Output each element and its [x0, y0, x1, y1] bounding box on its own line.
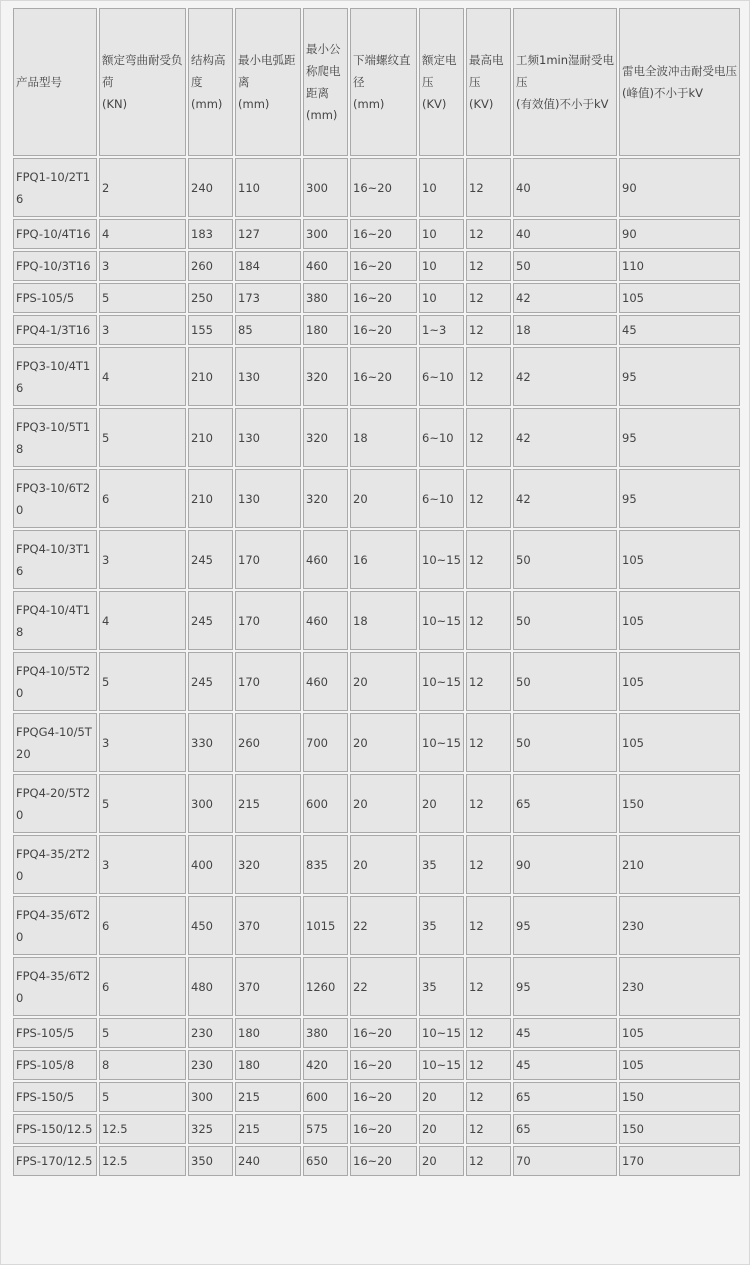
table-row [13, 1082, 740, 1112]
table-cell-impulse-withstand-voltage: 110 [619, 251, 740, 281]
table-cell-max-voltage: 12 [466, 1082, 511, 1112]
table-cell-wet-withstand-voltage: 42 [513, 283, 617, 313]
table-cell-wet-withstand-voltage: 42 [513, 408, 617, 467]
table-cell-structure-height: 210 [188, 469, 233, 528]
table-row [13, 469, 740, 528]
table-cell-model: FPQ4-35/6T20 [13, 957, 97, 1016]
table-cell-wet-withstand-voltage: 45 [513, 1050, 617, 1080]
table-cell-structure-height: 245 [188, 530, 233, 589]
table-cell-structure-height: 245 [188, 591, 233, 650]
table-cell-creepage-distance: 460 [303, 251, 348, 281]
table-cell-impulse-withstand-voltage: 150 [619, 774, 740, 833]
table-cell-bending-load: 5 [99, 283, 186, 313]
table-row [13, 530, 740, 589]
table-cell-model: FPQ-10/3T16 [13, 251, 97, 281]
table-cell-thread-diameter: 16 [350, 530, 417, 589]
table-cell-thread-diameter: 20 [350, 469, 417, 528]
table-cell-creepage-distance: 1260 [303, 957, 348, 1016]
table-cell-creepage-distance: 380 [303, 1018, 348, 1048]
table-cell-creepage-distance: 575 [303, 1114, 348, 1144]
table-cell-impulse-withstand-voltage: 105 [619, 283, 740, 313]
table-cell-arc-distance: 215 [235, 1082, 301, 1112]
table-cell-thread-diameter: 20 [350, 835, 417, 894]
table-cell-max-voltage: 12 [466, 530, 511, 589]
table-cell-model: FPQ3-10/5T18 [13, 408, 97, 467]
table-cell-arc-distance: 173 [235, 283, 301, 313]
table-cell-structure-height: 250 [188, 283, 233, 313]
table-cell-thread-diameter: 18 [350, 591, 417, 650]
table-cell-arc-distance: 240 [235, 1146, 301, 1176]
table-cell-thread-diameter: 22 [350, 957, 417, 1016]
table-cell-max-voltage: 12 [466, 347, 511, 406]
table-cell-impulse-withstand-voltage: 95 [619, 347, 740, 406]
table-row [13, 1018, 740, 1048]
table-cell-bending-load: 4 [99, 219, 186, 249]
table-cell-arc-distance: 260 [235, 713, 301, 772]
table-cell-structure-height: 240 [188, 158, 233, 217]
table-row [13, 957, 740, 1016]
table-cell-max-voltage: 12 [466, 158, 511, 217]
table-cell-model: FPQ4-20/5T20 [13, 774, 97, 833]
table-cell-impulse-withstand-voltage: 105 [619, 1050, 740, 1080]
table-cell-structure-height: 450 [188, 896, 233, 955]
table-cell-bending-load: 3 [99, 713, 186, 772]
table-cell-creepage-distance: 460 [303, 591, 348, 650]
table-cell-rated-voltage: 6~10 [419, 408, 464, 467]
table-cell-impulse-withstand-voltage: 105 [619, 591, 740, 650]
table-cell-creepage-distance: 320 [303, 469, 348, 528]
table-cell-bending-load: 5 [99, 774, 186, 833]
table-cell-max-voltage: 12 [466, 1146, 511, 1176]
table-row [13, 219, 740, 249]
table-cell-bending-load: 6 [99, 896, 186, 955]
table-cell-max-voltage: 12 [466, 774, 511, 833]
table-cell-max-voltage: 12 [466, 408, 511, 467]
table-cell-wet-withstand-voltage: 90 [513, 835, 617, 894]
table-cell-wet-withstand-voltage: 40 [513, 219, 617, 249]
table-cell-rated-voltage: 10 [419, 219, 464, 249]
table-cell-arc-distance: 215 [235, 1114, 301, 1144]
table-cell-thread-diameter: 18 [350, 408, 417, 467]
table-cell-thread-diameter: 16~20 [350, 1146, 417, 1176]
table-cell-creepage-distance: 835 [303, 835, 348, 894]
table-cell-impulse-withstand-voltage: 105 [619, 652, 740, 711]
table-cell-rated-voltage: 6~10 [419, 347, 464, 406]
table-cell-model: FPS-150/12.5 [13, 1114, 97, 1144]
header-cell-creepage-distance: 最小公称爬电距离 (mm) [303, 8, 348, 156]
header-cell-bending-load: 额定弯曲耐受负荷 (KN) [99, 8, 186, 156]
table-cell-thread-diameter: 16~20 [350, 1050, 417, 1080]
table-row [13, 1114, 740, 1144]
table-cell-thread-diameter: 16~20 [350, 219, 417, 249]
table-cell-model: FPS-170/12.5 [13, 1146, 97, 1176]
spec-table [11, 6, 742, 1178]
table-cell-arc-distance: 85 [235, 315, 301, 345]
table-cell-arc-distance: 110 [235, 158, 301, 217]
table-cell-bending-load: 3 [99, 835, 186, 894]
table-cell-wet-withstand-voltage: 50 [513, 251, 617, 281]
table-cell-arc-distance: 184 [235, 251, 301, 281]
table-cell-structure-height: 300 [188, 1082, 233, 1112]
table-cell-wet-withstand-voltage: 50 [513, 713, 617, 772]
table-cell-impulse-withstand-voltage: 95 [619, 408, 740, 467]
table-cell-impulse-withstand-voltage: 230 [619, 957, 740, 1016]
table-header [13, 8, 740, 156]
table-cell-structure-height: 350 [188, 1146, 233, 1176]
header-cell-structure-height: 结构高度 (mm) [188, 8, 233, 156]
table-cell-bending-load: 6 [99, 957, 186, 1016]
table-cell-rated-voltage: 10~15 [419, 1050, 464, 1080]
table-cell-thread-diameter: 16~20 [350, 158, 417, 217]
table-cell-bending-load: 3 [99, 315, 186, 345]
table-cell-model: FPS-105/8 [13, 1050, 97, 1080]
table-cell-wet-withstand-voltage: 95 [513, 957, 617, 1016]
table-row [13, 713, 740, 772]
table-cell-wet-withstand-voltage: 45 [513, 1018, 617, 1048]
table-cell-max-voltage: 12 [466, 251, 511, 281]
table-cell-wet-withstand-voltage: 42 [513, 347, 617, 406]
table-row [13, 591, 740, 650]
table-cell-wet-withstand-voltage: 18 [513, 315, 617, 345]
table-cell-thread-diameter: 16~20 [350, 1018, 417, 1048]
table-cell-impulse-withstand-voltage: 170 [619, 1146, 740, 1176]
table-cell-arc-distance: 180 [235, 1018, 301, 1048]
table-cell-model: FPQ4-1/3T16 [13, 315, 97, 345]
table-cell-structure-height: 325 [188, 1114, 233, 1144]
table-cell-rated-voltage: 20 [419, 774, 464, 833]
table-cell-impulse-withstand-voltage: 95 [619, 469, 740, 528]
table-row [13, 652, 740, 711]
table-row [13, 1146, 740, 1176]
table-cell-creepage-distance: 650 [303, 1146, 348, 1176]
table-cell-rated-voltage: 10~15 [419, 713, 464, 772]
table-cell-max-voltage: 12 [466, 219, 511, 249]
table-cell-model: FPS-105/5 [13, 283, 97, 313]
table-cell-arc-distance: 127 [235, 219, 301, 249]
table-cell-model: FPQ3-10/4T16 [13, 347, 97, 406]
table-cell-creepage-distance: 1015 [303, 896, 348, 955]
table-cell-wet-withstand-voltage: 65 [513, 1114, 617, 1144]
table-cell-impulse-withstand-voltage: 45 [619, 315, 740, 345]
table-cell-bending-load: 5 [99, 1018, 186, 1048]
table-cell-structure-height: 400 [188, 835, 233, 894]
table-cell-model: FPQ4-10/3T16 [13, 530, 97, 589]
table-cell-wet-withstand-voltage: 50 [513, 530, 617, 589]
table-cell-max-voltage: 12 [466, 315, 511, 345]
table-cell-thread-diameter: 20 [350, 652, 417, 711]
table-cell-rated-voltage: 10~15 [419, 530, 464, 589]
table-cell-bending-load: 8 [99, 1050, 186, 1080]
table-cell-max-voltage: 12 [466, 1050, 511, 1080]
table-cell-thread-diameter: 20 [350, 774, 417, 833]
table-cell-bending-load: 12.5 [99, 1146, 186, 1176]
table-cell-rated-voltage: 35 [419, 957, 464, 1016]
table-cell-max-voltage: 12 [466, 1114, 511, 1144]
table-cell-arc-distance: 320 [235, 835, 301, 894]
table-cell-structure-height: 330 [188, 713, 233, 772]
table-cell-arc-distance: 170 [235, 652, 301, 711]
table-cell-creepage-distance: 600 [303, 774, 348, 833]
table-cell-bending-load: 3 [99, 530, 186, 589]
table-cell-creepage-distance: 460 [303, 530, 348, 589]
header-cell-max-voltage: 最高电压 (KV) [466, 8, 511, 156]
header-cell-rated-voltage: 额定电压 (KV) [419, 8, 464, 156]
table-cell-structure-height: 300 [188, 774, 233, 833]
table-cell-rated-voltage: 10~15 [419, 652, 464, 711]
table-row [13, 283, 740, 313]
table-cell-impulse-withstand-voltage: 105 [619, 1018, 740, 1048]
table-cell-bending-load: 12.5 [99, 1114, 186, 1144]
table-cell-arc-distance: 170 [235, 591, 301, 650]
table-cell-creepage-distance: 380 [303, 283, 348, 313]
table-row [13, 251, 740, 281]
header-cell-model: 产品型号 [13, 8, 97, 156]
table-cell-impulse-withstand-voltage: 210 [619, 835, 740, 894]
table-row [13, 835, 740, 894]
table-cell-max-voltage: 12 [466, 652, 511, 711]
table-cell-arc-distance: 370 [235, 896, 301, 955]
table-cell-bending-load: 4 [99, 347, 186, 406]
table-cell-arc-distance: 130 [235, 347, 301, 406]
table-cell-model: FPQ3-10/6T20 [13, 469, 97, 528]
table-cell-bending-load: 3 [99, 251, 186, 281]
table-cell-rated-voltage: 1~3 [419, 315, 464, 345]
table-row [13, 315, 740, 345]
table-cell-rated-voltage: 20 [419, 1114, 464, 1144]
table-cell-model: FPQ4-10/5T20 [13, 652, 97, 711]
table-cell-arc-distance: 130 [235, 408, 301, 467]
table-cell-rated-voltage: 10 [419, 158, 464, 217]
table-cell-creepage-distance: 460 [303, 652, 348, 711]
table-cell-structure-height: 230 [188, 1050, 233, 1080]
table-cell-impulse-withstand-voltage: 150 [619, 1082, 740, 1112]
table-cell-bending-load: 4 [99, 591, 186, 650]
table-cell-thread-diameter: 16~20 [350, 347, 417, 406]
table-cell-thread-diameter: 22 [350, 896, 417, 955]
table-cell-model: FPS-150/5 [13, 1082, 97, 1112]
table-cell-rated-voltage: 10~15 [419, 1018, 464, 1048]
table-cell-bending-load: 6 [99, 469, 186, 528]
table-cell-creepage-distance: 300 [303, 158, 348, 217]
table-cell-thread-diameter: 16~20 [350, 315, 417, 345]
table-cell-max-voltage: 12 [466, 835, 511, 894]
header-cell-wet-withstand-voltage: 工频1min湿耐受电压 (有效值)不小于kV [513, 8, 617, 156]
table-cell-arc-distance: 130 [235, 469, 301, 528]
table-cell-max-voltage: 12 [466, 896, 511, 955]
table-cell-creepage-distance: 420 [303, 1050, 348, 1080]
table-cell-thread-diameter: 16~20 [350, 1082, 417, 1112]
table-cell-bending-load: 5 [99, 408, 186, 467]
table-cell-rated-voltage: 35 [419, 835, 464, 894]
table-cell-rated-voltage: 10~15 [419, 591, 464, 650]
header-cell-impulse-withstand-voltage: 雷电全波冲击耐受电压 (峰值)不小于kV [619, 8, 740, 156]
table-row [13, 774, 740, 833]
table-cell-impulse-withstand-voltage: 105 [619, 713, 740, 772]
table-cell-model: FPQ1-10/2T16 [13, 158, 97, 217]
table-cell-model: FPS-105/5 [13, 1018, 97, 1048]
table-cell-structure-height: 210 [188, 347, 233, 406]
table-cell-wet-withstand-voltage: 95 [513, 896, 617, 955]
table-cell-wet-withstand-voltage: 50 [513, 591, 617, 650]
table-cell-creepage-distance: 320 [303, 347, 348, 406]
table-cell-model: FPQ4-10/4T18 [13, 591, 97, 650]
table-cell-creepage-distance: 320 [303, 408, 348, 467]
table-body [13, 158, 740, 1176]
table-cell-arc-distance: 180 [235, 1050, 301, 1080]
table-cell-max-voltage: 12 [466, 283, 511, 313]
header-cell-arc-distance: 最小电弧距离 (mm) [235, 8, 301, 156]
table-cell-wet-withstand-voltage: 70 [513, 1146, 617, 1176]
table-row [13, 347, 740, 406]
table-cell-structure-height: 210 [188, 408, 233, 467]
table-cell-arc-distance: 170 [235, 530, 301, 589]
table-cell-wet-withstand-voltage: 42 [513, 469, 617, 528]
table-cell-max-voltage: 12 [466, 1018, 511, 1048]
table-cell-thread-diameter: 16~20 [350, 283, 417, 313]
table-cell-rated-voltage: 20 [419, 1146, 464, 1176]
table-cell-impulse-withstand-voltage: 105 [619, 530, 740, 589]
table-cell-max-voltage: 12 [466, 591, 511, 650]
table-cell-creepage-distance: 180 [303, 315, 348, 345]
table-cell-bending-load: 5 [99, 652, 186, 711]
table-cell-creepage-distance: 700 [303, 713, 348, 772]
table-cell-rated-voltage: 10 [419, 283, 464, 313]
table-cell-structure-height: 155 [188, 315, 233, 345]
table-cell-arc-distance: 370 [235, 957, 301, 1016]
table-cell-impulse-withstand-voltage: 90 [619, 219, 740, 249]
table-cell-structure-height: 245 [188, 652, 233, 711]
table-cell-impulse-withstand-voltage: 150 [619, 1114, 740, 1144]
table-cell-creepage-distance: 300 [303, 219, 348, 249]
table-cell-wet-withstand-voltage: 65 [513, 774, 617, 833]
table-cell-model: FPQ4-35/6T20 [13, 896, 97, 955]
table-row [13, 158, 740, 217]
table-cell-model: FPQ-10/4T16 [13, 219, 97, 249]
table-cell-wet-withstand-voltage: 65 [513, 1082, 617, 1112]
table-cell-rated-voltage: 20 [419, 1082, 464, 1112]
table-cell-model: FPQ4-35/2T20 [13, 835, 97, 894]
table-cell-thread-diameter: 20 [350, 713, 417, 772]
table-cell-model: FPQG4-10/5T20 [13, 713, 97, 772]
table-cell-thread-diameter: 16~20 [350, 251, 417, 281]
table-cell-structure-height: 183 [188, 219, 233, 249]
table-cell-wet-withstand-voltage: 40 [513, 158, 617, 217]
table-cell-bending-load: 5 [99, 1082, 186, 1112]
header-cell-thread-diameter: 下端螺纹直径 (mm) [350, 8, 417, 156]
table-cell-max-voltage: 12 [466, 957, 511, 1016]
table-cell-max-voltage: 12 [466, 469, 511, 528]
table-row [13, 896, 740, 955]
header-row [13, 8, 740, 156]
table-cell-rated-voltage: 35 [419, 896, 464, 955]
table-cell-structure-height: 260 [188, 251, 233, 281]
table-cell-arc-distance: 215 [235, 774, 301, 833]
table-cell-thread-diameter: 16~20 [350, 1114, 417, 1144]
table-cell-bending-load: 2 [99, 158, 186, 217]
table-cell-creepage-distance: 600 [303, 1082, 348, 1112]
table-cell-rated-voltage: 10 [419, 251, 464, 281]
table-row [13, 1050, 740, 1080]
table-cell-max-voltage: 12 [466, 713, 511, 772]
table-cell-impulse-withstand-voltage: 90 [619, 158, 740, 217]
table-cell-rated-voltage: 6~10 [419, 469, 464, 528]
table-cell-structure-height: 230 [188, 1018, 233, 1048]
table-cell-structure-height: 480 [188, 957, 233, 1016]
table-cell-wet-withstand-voltage: 50 [513, 652, 617, 711]
table-cell-impulse-withstand-voltage: 230 [619, 896, 740, 955]
table-row [13, 408, 740, 467]
